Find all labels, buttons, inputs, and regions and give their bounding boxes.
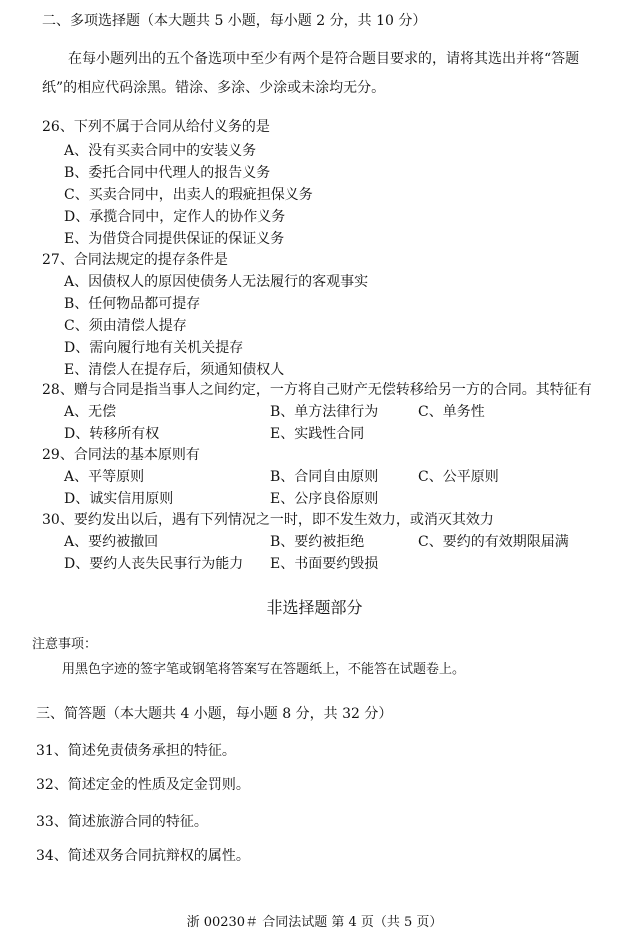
question-34: 34、简述双务合同抗辩权的属性。 — [36, 848, 250, 864]
q27-option-a: A、因债权人的原因使债务人无法履行的客观事实 — [64, 274, 369, 290]
q30-option-a: A、要约被撤回 — [64, 534, 159, 550]
q30-option-b: B、要约被拒绝 — [270, 534, 365, 550]
part-title: 非选择题部分 — [266, 598, 363, 617]
q28-option-d: D、转移所有权 — [64, 426, 160, 442]
notice-label: 注意事项： — [32, 637, 98, 652]
section-2-heading: 二、多项选择题（本大题共 5 小题，每小题 2 分，共 10 分） — [42, 13, 427, 29]
q29-option-c: C、公平原则 — [418, 469, 499, 485]
question-32: 32、简述定金的性质及定金罚则。 — [36, 777, 250, 793]
q29-option-b: B、合同自由原则 — [270, 469, 379, 485]
section-2-instruction-line2: 纸”的相应代码涂黑。错涂、多涂、少涂或未涂均无分。 — [42, 80, 386, 96]
page-footer: 浙 00230＃ 合同法试题 第 4 页（共 5 页） — [186, 915, 443, 930]
q27-option-e: E、清偿人在提存后，须通知债权人 — [64, 362, 285, 378]
question-30-stem: 30、要约发出以后，遇有下列情况之一时，即不发生效力，或消灭其效力 — [42, 512, 494, 528]
notice-text: 用黑色字迹的签字笔或钢笔将答案写在答题纸上，不能答在试题卷上。 — [62, 662, 466, 677]
q30-option-d: D、要约人丧失民事行为能力 — [64, 556, 244, 572]
q26-option-c: C、买卖合同中，出卖人的瑕疵担保义务 — [64, 187, 313, 203]
q29-option-e: E、公序良俗原则 — [270, 491, 379, 507]
q27-option-c: C、须由清偿人提存 — [64, 318, 187, 334]
q26-option-a: A、没有买卖合同中的安装义务 — [64, 143, 257, 159]
q27-option-d: D、需向履行地有关机关提存 — [64, 340, 244, 356]
question-27-stem: 27、合同法规定的提存条件是 — [42, 252, 228, 268]
question-28-stem: 28、赠与合同是指当事人之间约定，一方将自己财产无偿转移给另一方的合同。其特征有 — [42, 382, 592, 398]
q28-option-a: A、无偿 — [64, 404, 117, 420]
section-2-instruction-line1: 在每小题列出的五个备选项中至少有两个是符合题目要求的，请将其选出并将“答题 — [68, 51, 580, 67]
question-33: 33、简述旅游合同的特征。 — [36, 814, 208, 830]
q26-option-b: B、委托合同中代理人的报告义务 — [64, 165, 271, 181]
q27-option-b: B、任何物品都可提存 — [64, 296, 201, 312]
q29-option-a: A、平等原则 — [64, 469, 145, 485]
question-26-stem: 26、下列不属于合同从给付义务的是 — [42, 119, 270, 135]
question-29-stem: 29、合同法的基本原则有 — [42, 447, 200, 463]
section-3-heading: 三、简答题（本大题共 4 小题，每小题 8 分，共 32 分） — [36, 706, 393, 722]
q30-option-c: C、要约的有效期限届满 — [418, 534, 569, 550]
q30-option-e: E、书面要约毁损 — [270, 556, 379, 572]
q26-option-d: D、承揽合同中，定作人的协作义务 — [64, 209, 286, 225]
q28-option-c: C、单务性 — [418, 404, 485, 420]
question-31: 31、简述免责债务承担的特征。 — [36, 743, 236, 759]
q29-option-d: D、诚实信用原则 — [64, 491, 174, 507]
q28-option-b: B、单方法律行为 — [270, 404, 379, 420]
q26-option-e: E、为借贷合同提供保证的保证义务 — [64, 231, 285, 247]
q28-option-e: E、实践性合同 — [270, 426, 365, 442]
